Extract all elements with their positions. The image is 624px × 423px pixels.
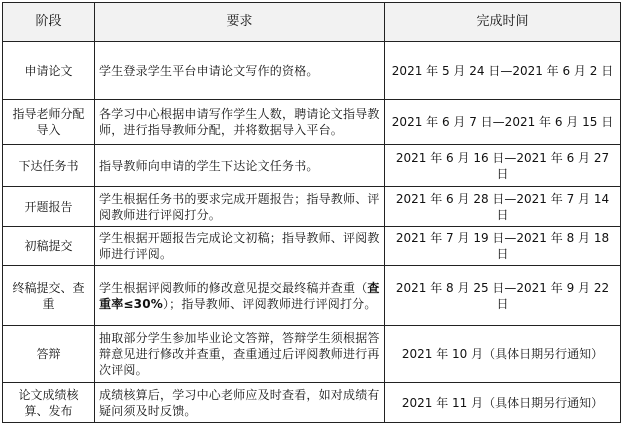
table-row <box>3 383 621 423</box>
requirement-cell <box>95 227 385 266</box>
stage-cell: 终稿提交、查重 <box>3 266 95 326</box>
table-row <box>3 326 621 383</box>
time-cell: 2021 年 7 月 19 日—2021 年 8 月 18 日 <box>385 227 621 266</box>
requirement-text: 成绩核算后，学习中心老师应及时查看，如对成绩有疑问须及时反馈。 <box>99 387 380 418</box>
header-stage: 阶段 <box>3 3 95 42</box>
schedule-table <box>2 2 621 423</box>
stage-cell: 申请论文 <box>3 42 95 100</box>
requirement-cell <box>95 42 385 100</box>
stage-cell: 下达任务书 <box>3 145 95 187</box>
requirement-cell <box>95 145 385 187</box>
table-row <box>3 266 621 326</box>
header-requirement: 要求 <box>95 3 385 42</box>
time-cell: 2021 年 6 月 28 日—2021 年 7 月 14 日 <box>385 187 621 227</box>
requirement-cell <box>95 383 385 423</box>
requirement-text: ）；指导教师、评阅教师进行评阅打分。 <box>162 296 377 311</box>
plagiarism-rate-text: 查重率≤30% <box>99 280 380 311</box>
stage-cell: 初稿提交 <box>3 227 95 266</box>
requirement-cell <box>95 326 385 383</box>
time-cell: 2021 年 6 月 7 日—2021 年 6 月 15 日 <box>385 100 621 145</box>
requirement-text: 学生根据任务书的要求完成开题报告；指导教师、评阅教师进行评阅打分。 <box>99 191 380 222</box>
time-cell: 2021 年 8 月 25 日—2021 年 9 月 22 日 <box>385 266 621 326</box>
stage-cell: 答辩 <box>3 326 95 383</box>
table-row <box>3 227 621 266</box>
time-cell: 2021 年 10 月（具体日期另行通知） <box>385 326 621 383</box>
time-cell: 2021 年 6 月 16 日—2021 年 6 月 27 日 <box>385 145 621 187</box>
requirement-text: 指导教师向申请的学生下达论文任务书。 <box>99 158 319 173</box>
requirement-text: 学生根据评阅教师的修改意见提交最终稿并查重（ <box>99 280 368 295</box>
stage-cell: 指导老师分配导入 <box>3 100 95 145</box>
requirement-cell <box>95 266 385 326</box>
table-row <box>3 42 621 100</box>
time-cell: 2021 年 5 月 24 日—2021 年 6 月 2 日 <box>385 42 621 100</box>
stage-cell: 开题报告 <box>3 187 95 227</box>
requirement-text: 各学习中心根据申请写作学生人数，聘请论文指导教师，进行指导教师分配，并将数据导入平台。 <box>99 107 380 137</box>
header-time: 完成时间 <box>385 3 621 42</box>
requirement-cell <box>95 100 385 145</box>
requirement-cell <box>95 187 385 227</box>
requirement-text: 学生根据开题报告完成论文初稿；指导教师、评阅教师进行评阅。 <box>99 231 380 261</box>
time-cell: 2021 年 11 月（具体日期另行通知） <box>385 383 621 423</box>
requirement-text: 学生登录学生平台申请论文写作的资格。 <box>99 63 319 78</box>
table-row <box>3 145 621 187</box>
table-row <box>3 187 621 227</box>
table-header-row <box>3 3 621 42</box>
table-row <box>3 100 621 145</box>
requirement-text: 抽取部分学生参加毕业论文答辩，答辩学生须根据答辩意见进行修改并查重，查重通过后评阅教师进行再次评阅。 <box>99 331 380 377</box>
stage-cell: 论文成绩核算、发布 <box>3 383 95 423</box>
